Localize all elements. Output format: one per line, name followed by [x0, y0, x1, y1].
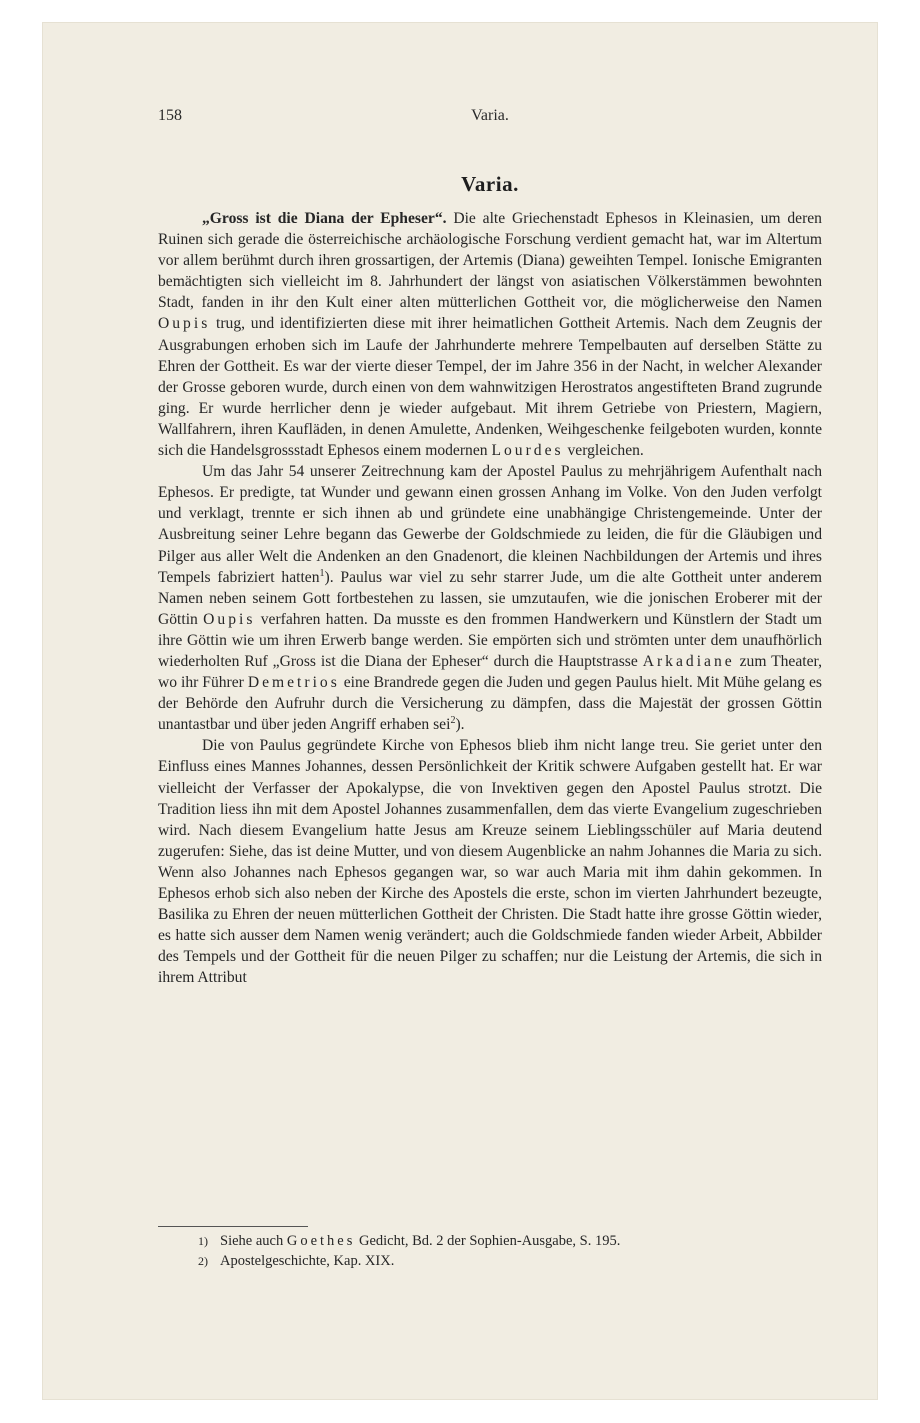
body-text — [158, 208, 822, 988]
footnote-1: 1) Siehe auch Goethes Gedicht, Bd. 2 der Sophien-Ausgabe, S. 195. — [198, 1233, 621, 1249]
footnote-ref-2: 2 — [450, 715, 456, 727]
page-number: 158 — [158, 107, 182, 124]
spaced-name: Goethes — [286, 1233, 356, 1249]
spaced-name: Lourdes — [491, 442, 564, 460]
scanned-page — [42, 22, 878, 1400]
footnote-mark: 1) — [198, 1234, 208, 1248]
footnote-rule — [158, 1226, 308, 1227]
spaced-name: Arkadiane — [642, 652, 735, 670]
spaced-name: Demetrios — [247, 674, 340, 692]
paragraph-1-title: „Gross ist die Diana der Epheser“. — [202, 210, 447, 227]
paragraph-2: Um das Jahr 54 unserer Zeitrechnung kam der Apostel Paulus zu mehrjährigem Aufenthalt nach Ephesos. Er predigte, tat Wunder und gewann einen grossen Anhang im Volke. Von den Juden verfolgt und verklagt, trennte er sich ihnen ab und gründete eine unabhängige Christengemeinde. Unter der Ausbreitung seiner Lehre begann das Gewerbe der Goldschmiede zu leiden, die für die Gläubigen und Pilger aus aller Welt die Andenken an den Gnadenort, die kleinen Nachbildungen der Artemis und ihres Tempels fabriziert hatten$^1$). Paulus war viel zu sehr starrer Jude, um die alte Gottheit unter anderem Namen neben seinem Gott fortbestehen zu lassen, sie umzutaufen, wie die jonischen Eroberer mit der Göttin Oupis verfahren hatten. Da musste es den frommen Handwerkern und Künstlern der Stadt um ihre Göttin wie um ihren Erwerb bange werden. Sie empörten sich und strömten unter dem unaufhörlich wiederholten Ruf „Gross ist die Diana der Epheser“ durch die Hauptstrasse Arkadiane zum Theater, wo ihr Führer Demetrios eine Brandrede gegen die Juden und gegen Paulus hielt. Mit Mühe gelang es der Behörde den Aufruhr durch die Versicherung zu dämpfen, dass die Majestät der grossen Göttin unantastbar und über jeden Angriff erhaben sei$^2$). — [158, 463, 822, 734]
footnote-mark: 2) — [198, 1254, 208, 1268]
paragraph-1: „Gross ist die Diana der Epheser“. Die alte Griechenstadt Ephesos in Kleinasien, um deren Ruinen sich gerade die österreichische archäologische Forschung verdient gemacht hat, war im Altertum vor allem berühmt durch ihren grossartigen, der Artemis (Diana) geweihten Tempel. Ionische Emigranten bemächtigten sich vielleicht im 8. Jahrhundert der längst von asiatischen Völkerstämmen bewohnten Stadt, fanden in ihr den Kult einer alten mütterlichen Gottheit vor, die möglicherweise den Namen Oupis trug, und identifizierten diese mit ihrer heimatlichen Gottheit Artemis. Nach dem Zeugnis der Ausgrabungen erhoben sich im Laufe der Jahrhunderte mehrere Tempelbauten auf derselben Stätte zu Ehren der Gottheit. Es war der vierte dieser Tempel, der im Jahre 356 in der Nacht, in welcher Alexander der Grosse geboren wurde, durch einen von dem wahnwitzigen Herostratos angestifteten Brand zugrunde ging. Er wurde herrlicher denn je wieder aufgebaut. Mit ihrem Getriebe von Priestern, Magiern, Wallfahrern, ihren Kaufläden, in denen Amulette, Andenken, Weihgeschenke feilgeboten wurden, konnte sich die Handelsgrossstadt Ephesos einem modernen Lourdes vergleichen. — [158, 210, 822, 460]
running-title: Varia. — [471, 107, 509, 124]
spaced-name: Oupis — [158, 315, 211, 333]
footnote-ref-1: 1 — [319, 567, 325, 579]
spaced-name: Oupis — [203, 610, 256, 628]
section-heading: Varia. — [461, 172, 519, 196]
footnotes — [158, 1231, 822, 1271]
footnote-2: 2) Apostelgeschichte, Kap. XIX. — [198, 1253, 395, 1269]
paragraph-3: Die von Paulus gegründete Kirche von Ephesos blieb ihm nicht lange treu. Sie geriet unter den Einfluss eines Mannes Johannes, dessen Persönlichkeit der Kritik schwere Aufgaben gestellt hat. Er war vielleicht der Verfasser der Apokalypse, die von Invektiven gegen den Apostel Paulus strotzt. Die Tradition liess ihn mit dem Apostel Johannes zusammenfallen, dem das vierte Evangelium zugeschrieben wird. Nach diesem Evangelium hatte Jesus am Kreuze seinem Lieblingsschüler auf Maria deutend zugerufen: Siehe, das ist deine Mutter, und von diesem Augenblicke an nahm Johannes die Maria zu sich. Wenn also Johannes nach Ephesos gegangen war, so war auch Maria mit ihm dahin gekommen. In Ephesos erhob sich also neben der Kirche des Apostels die erste, schon im vierten Jahrhundert bezeugte, Basilika zu Ehren der neuen mütterlichen Gottheit der Christen. Die Stadt hatte ihre grosse Göttin wieder, es hatte sich ausser dem Namen wenig verändert; auch die Goldschmiede fanden wieder Arbeit, Abbilder des Tempels und der Gottheit für die neuen Pilger zu schaffen; nur die Leistung der Artemis, die sich in ihrem Attribut — [158, 737, 822, 987]
running-head — [158, 107, 822, 131]
